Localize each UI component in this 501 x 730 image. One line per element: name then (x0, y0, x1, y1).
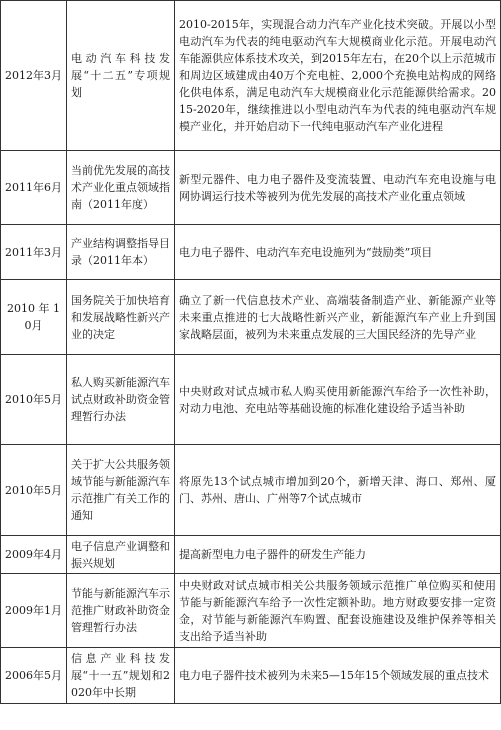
policy-name-cell: 信息产业科技发展“十一五”规划和2020年中长期 (67, 648, 175, 704)
policy-name-cell: 电动汽车科技发展“十二五”专项规划 (67, 1, 175, 151)
content-cell: 中央财政对试点城市私人购买使用新能源汽车给予一次性补助，对动力电池、充电站等基础设施的标准化建设给予适当补助 (175, 355, 501, 445)
policy-name-cell: 私人购买新能源汽车试点财政补助资金管理暂行办法 (67, 355, 175, 445)
content-cell: 电力电子器件、电动汽车充电设施列为“鼓励类”项目 (175, 225, 501, 280)
content-cell: 2010-2015年，实现混合动力汽车产业化技术突破。开展以小型电动汽车为代表的纯电驱动汽车大规模商业化示范。开展电动汽车能源供应体系技术攻关，到2015年左右，在20个以上示范城市和周边区域建成由40万个充电桩、2,000个充换电站构成的网络化供电体系，满足电动汽车大规模商业化示范能源供给需求。2015-2020年，继续推进以小型电动汽车为代表的纯电驱动汽车规模产业化，并开始启动下一代纯电驱动汽车产业化进程 (175, 1, 501, 151)
content-cell: 确立了新一代信息技术产业、高端装备制造产业、新能源产业等未来重点推进的七大战略性新兴产业，新能源汽车产业上升到国家战略层面，被列为未来重点发展的三大国民经济的先导产业 (175, 280, 501, 355)
content-cell: 电力电子器件技术被列为未来5—15年15个领域发展的重点技术 (175, 648, 501, 704)
policy-name-cell: 当前优先发展的高技术产业化重点领域指南（2011年度） (67, 151, 175, 225)
table-row (1, 536, 501, 574)
date-cell: 2012年3月 (1, 1, 67, 151)
table-row (1, 648, 501, 704)
policy-name-cell: 关于扩大公共服务领域节能与新能源汽车示范推广有关工作的通知 (67, 445, 175, 536)
content-cell: 中央财政对试点城市相关公共服务领域示范推广单位购买和使用节能与新能源汽车给予一次性定额补助。地方财政要安排一定资金，对节能与新能源汽车购置、配套设施建设及维护保养等相关支出给予适当补助 (175, 574, 501, 648)
date-cell: 2011年3月 (1, 225, 67, 280)
policy-name-cell: 国务院关于加快培育和发展战略性新兴产业的决定 (67, 280, 175, 355)
date-cell: 2010年5月 (1, 445, 67, 536)
date-cell: 2009年1月 (1, 574, 67, 648)
table-row (1, 574, 501, 648)
content-cell: 将原先13个试点城市增加到20个，新增天津、海口、郑州、厦门、苏州、唐山、广州等7个试点城市 (175, 445, 501, 536)
content-cell: 提高新型电力电子器件的研发生产能力 (175, 536, 501, 574)
date-cell: 2006年5月 (1, 648, 67, 704)
date-cell: 2010年5月 (1, 355, 67, 445)
date-cell: 2009年4月 (1, 536, 67, 574)
policy-name-cell: 电子信息产业调整和振兴规划 (67, 536, 175, 574)
policy-name-cell: 产业结构调整指导目录（2011年本） (67, 225, 175, 280)
table-row (1, 1, 501, 151)
table-row (1, 151, 501, 225)
content-cell: 新型元器件、电力电子器件及变流装置、电动汽车充电设施与电网协调运行技术等被列为优先发展的高技术产业化重点领域 (175, 151, 501, 225)
policy-name-cell: 节能与新能源汽车示范推广财政补助资金管理暂行办法 (67, 574, 175, 648)
date-cell: 2011年6月 (1, 151, 67, 225)
date-cell: 2010 年 10月 (1, 280, 67, 355)
table-row (1, 445, 501, 536)
table-row (1, 225, 501, 280)
table-row (1, 355, 501, 445)
table-row (1, 280, 501, 355)
